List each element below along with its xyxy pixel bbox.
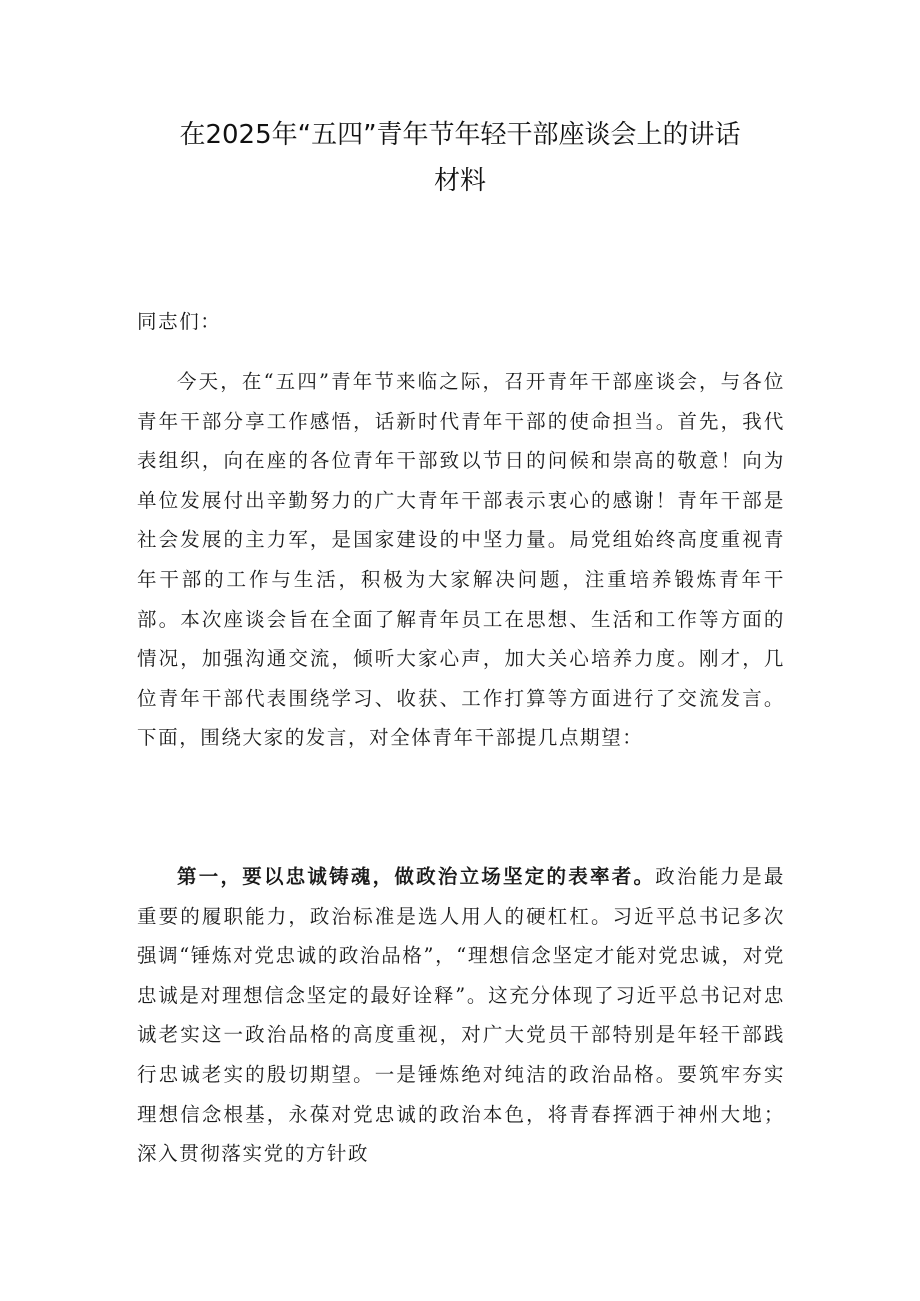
title-line-2: 材料 [433,166,486,196]
document-title [0,112,920,204]
salutation: 同志们： [137,310,222,333]
paragraph-first-point [137,857,785,1174]
paragraph-intro: 今天，在“五四”青年节来临之际，召开青年干部座谈会，与各位青年干部分享工作感悟，话新时代青年干部的使命担当。首先，我代表组织，向在座的各位青年干部致以节日的问候和崇高的敬意！向为单位发展付出辛勤努力的广大青年干部表示衷心的感谢！青年干部是社会发展的主力军，是国家建设的中坚力量。局党组始终高度重视青年干部的工作与生活，积极为大家解决问题，注重培养锻炼青年干部。本次座谈会旨在全面了解青年员工在思想、生活和工作等方面的情况，加强沟通交流，倾听大家心声，加大关心培养力度。刚才，几位青年干部代表围绕学习、收获、工作打算等方面进行了交流发言。下面，围绕大家的发言，对全体青年干部提几点期望： [137,370,785,750]
title-line-1: 在2025年“五四”青年节年轻干部座谈会上的讲话 [179,120,741,150]
paragraph-body: 政治能力是最重要的履职能力，政治标准是选人用人的硬杠杠。习近平总书记多次强调“锤炼对党忠诚的政治品格”，“理想信念坚定才能对党忠诚，对党忠诚是对理想信念坚定的最好诠释”。这充分体现了习近平总书记对忠诚老实这一政治品格的高度重视，对广大党员干部特别是年轻干部践行忠诚老实的殷切期望。一是锤炼绝对纯洁的政治品格。要筑牢夯实理想信念根基，永葆对党忠诚的政治本色，将青春挥洒于神州大地；深入贯彻落实党的方针政 [137,865,786,1166]
paragraph-heading: 第一，要以忠诚铸魂，做政治立场坚定的表率者。 [177,865,656,888]
